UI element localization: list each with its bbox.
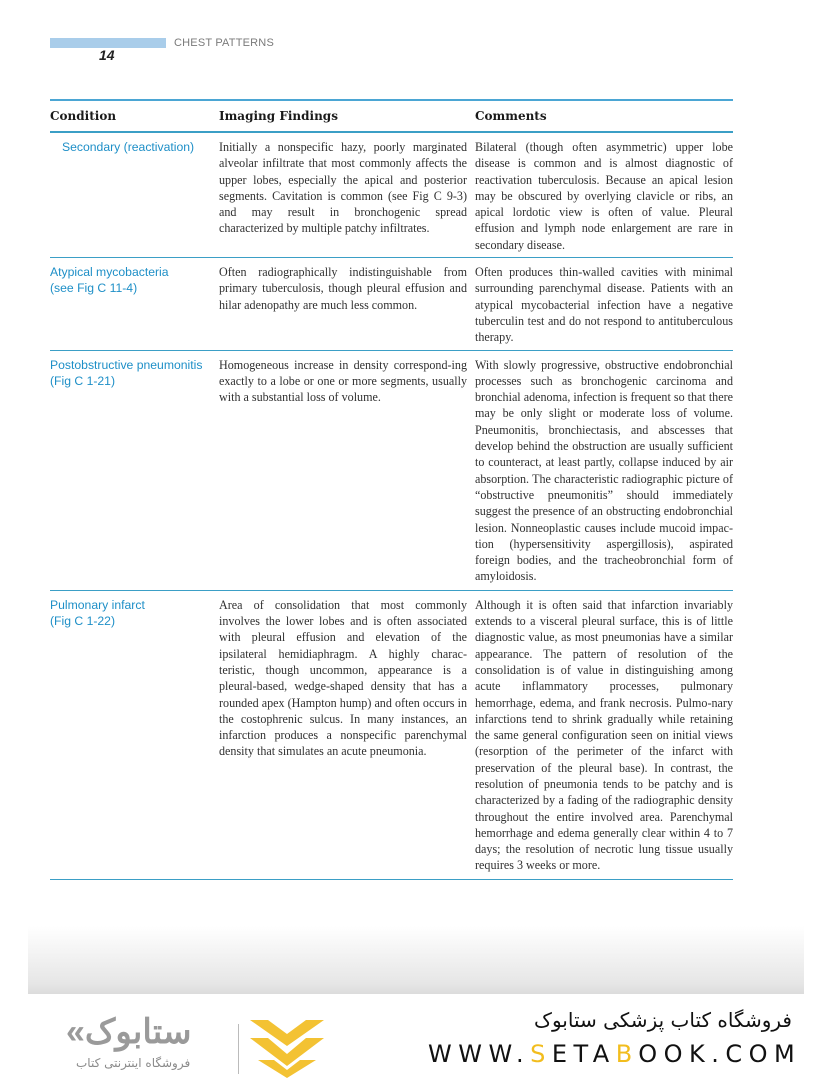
running-header-title: CHEST PATTERNS: [174, 37, 274, 49]
findings-cell: Often radiographically indistinguishable from primary tuberculosis, though pleural effusion and hilar adenopathy are much less common.: [219, 265, 467, 312]
findings-cell: Initially a nonspecific hazy, poorly marginated alveolar infiltrate that most commonly affects the upper lobes, especially the apical and posterior segments. Cavitation is common (see Fig C 9-3) and may result in bronchogenic spread characterized by multiple patchy infiltrates.: [219, 140, 467, 236]
comments-cell: Often produces thin-walled cavities with minimal surrounding parenchymal disease. Patients with an atypical mycobacterial infection have a negative tuberculin test and do not respond to antituberculous therapy.: [475, 265, 733, 345]
conditions-table: [50, 99, 733, 880]
figure-reference-link[interactable]: (Fig C 1-22): [50, 613, 116, 628]
table-row: [50, 591, 733, 880]
logo-wordmark: [66, 1012, 192, 1052]
url-part: OOK.COM: [638, 1040, 802, 1068]
findings-cell: Homogeneous increase in density correspond-ing exactly to a lobe or one or more segments, usually with a substantial loss of volume.: [219, 357, 467, 405]
table-row: [50, 258, 733, 350]
comments-cell: Bilateral (though often asymmetric) upper lobe disease is common and is almost diagnostic of reactivation tuberculosis. Because an apical lesion may be obscured by overlying clavicle or ribs, an apical lordotic view is often of value. Pleural effusion and lymph node enlargement are rare in secondary disease.: [475, 140, 733, 252]
table-header-row: [50, 101, 733, 133]
condition-name: Postobstructive pneumonitis: [50, 357, 203, 372]
store-name-persian: فروشگاه کتاب پزشکی ستابوک: [534, 1008, 792, 1032]
condition-name: Secondary (reactivation): [62, 140, 195, 154]
table-row: [50, 351, 733, 591]
url-part: WWW.: [428, 1040, 531, 1068]
logo-divider: [238, 1024, 239, 1074]
findings-cell: Area of consolidation that most commonly involves the lower lobes and is often associated with pleural effusion and elevation of the ipsilateral hemidiaphragm. A highly charac-teristic, though uncommon, appearance is a pleural-based, wedge-shaped density that has a rounded apex (Hampton hump) and often occurs in the costophrenic sulcus. In many instances, an infarction produces a nonspecific parenchymal density that simulates an acute pneumonia.: [219, 597, 467, 759]
figure-reference-link[interactable]: (see Fig C 11-4): [50, 281, 138, 296]
setabook-logo: [66, 1012, 331, 1076]
comments-cell: With slowly progressive, obstructive endobronchial processes such as bronchogenic carcinoma and bronchial adenoma, infection is frequent so that there may be only slight or moderate loss of volume. Pneumonitis, bronchiectasis, and abscesses that develop behind the obstruction are usually sufficient to counteract, at least partly, collapse induced by air absorption. The characteristic radiographic picture of “obstructive pneumonitis” should immediately suggest the presence of an obstructing endobronchial lesion. Nonneoplastic causes include mucoid impac-tion (hypersensitivity aspergillosis), aspirated foreign bodies, and the tracheobronchial form of amyloidosis.: [475, 357, 733, 584]
logo-subtitle: فروشگاه اینترنتی کتاب: [76, 1056, 191, 1070]
column-header-condition: Condition: [50, 109, 117, 123]
condition-name: Atypical mycobacteria: [50, 265, 169, 280]
url-part: ETA: [551, 1040, 616, 1068]
store-website-url[interactable]: [428, 1040, 801, 1068]
page-number: 14: [99, 47, 115, 63]
url-highlight: B: [615, 1040, 639, 1068]
logo-name: ستابوک: [84, 1013, 192, 1051]
condition-cell: [50, 139, 219, 253]
condition-cell: [50, 264, 219, 345]
column-header-comments: Comments: [475, 109, 547, 123]
logo-double-chevron-icon: «: [66, 1013, 85, 1051]
figure-reference-link[interactable]: (Fig C 1-21): [50, 373, 116, 388]
comments-cell: Although it is often said that infarction invariably extends to a visceral pleural surface, this is of little diagnostic value, as most pneumonias have a similar appearance. The pattern of resolution of the consolidation is of value in distinguishing among acute inflammatory processes, pulmonary hemorrhage, edema, and frank necrosis. Pulmo-nary infarctions tend to shrink gradually while retaining the same general configuration seen on initial views (resorption of the perimeter of the infarct with preservation of the pleural base). In contrast, the resolution of pneumonia tends to be patchy and is characterized by a fading of the radiographic density throughout the entire involved area. Parenchymal hemorrhage and edema generally clear within 4 to 7 days; the resolution of necrotic lung tissue usually requires 3 weeks or more.: [475, 597, 733, 873]
chevron-emblem-icon: [248, 1016, 326, 1078]
condition-cell: [50, 597, 219, 874]
table-row: [50, 133, 733, 258]
page-bottom-shadow: [28, 926, 804, 994]
column-header-imaging-findings: Imaging Findings: [219, 109, 338, 123]
condition-name: Pulmonary infarct: [50, 597, 145, 612]
condition-cell: [50, 357, 219, 585]
url-highlight: S: [530, 1040, 552, 1068]
